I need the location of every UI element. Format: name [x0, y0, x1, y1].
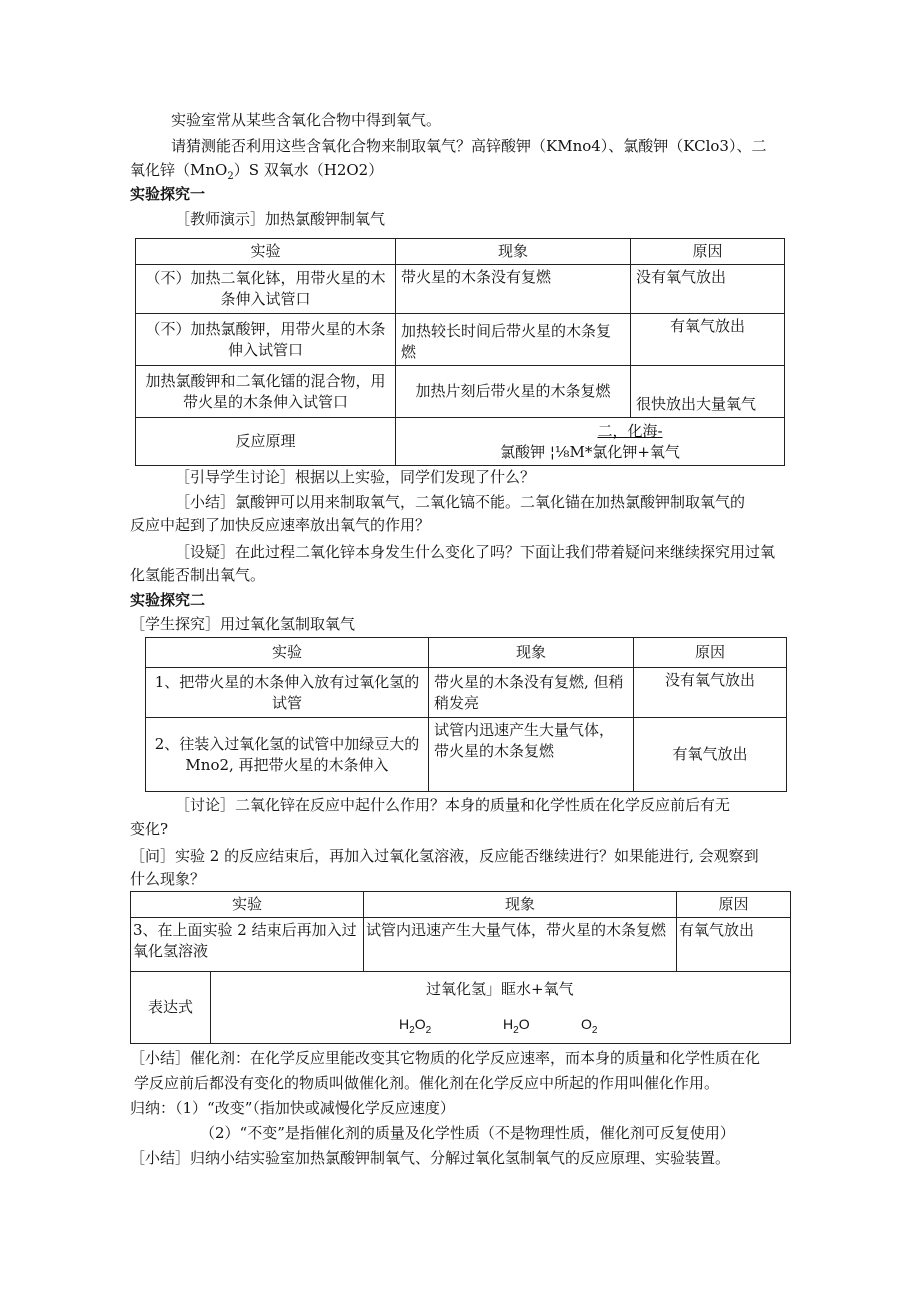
ask-line-1: ［问］实验 2 的反应结束后，再加入过氧化氢溶液，反应能否继续进行？如果能进行, 会观察到: [130, 847, 759, 865]
doubt-line-1: ［设疑］在此过程二氧化锌本身发生什么变化了吗？下面让我们带着疑问来继续探究用过氧: [175, 543, 776, 561]
exp2-row2-phen: 试管内迅速产生大量气体，带火星的木条复燃: [429, 718, 634, 792]
exp1-row3-exp: 加热氯酸钾和二氧化镭的混合物，用带火星的木条伸入试管口: [136, 366, 396, 418]
exp1-row3-reason: 很快放出大量氧气: [631, 366, 785, 418]
intro-line-2: 请猜测能否利用这些含氧化合物来制取氧气？高锌酸钾（KMno4）、氯酸钾（KClo3）、二: [171, 137, 767, 155]
exp3-row-exp: 3、在上面实验 2 结束后再加入过氧化氢溶液: [131, 918, 364, 972]
exp1-row2-reason: 有氧气放出: [631, 314, 785, 366]
ask-line-2: 什么现象？: [130, 870, 206, 888]
exp1-row1-reason: 没有氧气放出: [631, 265, 785, 314]
discuss-line-2: 变化?: [130, 820, 169, 838]
discuss-line-1: ［讨论］二氧化锌在反应中起什么作用？本身的质量和化学性质在化学反应前后有无: [175, 796, 731, 814]
exp1-principle-cell: [396, 418, 785, 466]
exp2-row1-phen: 带火星的木条没有复燃, 但稍稍发亮: [429, 668, 634, 718]
exp2-table: [145, 637, 787, 792]
exp1-row1-phen: 带火星的木条没有复燃: [396, 265, 631, 314]
exp3-row-phen: 试管内迅速产生大量气体，带火星的木条复燃: [364, 918, 677, 972]
exp3-expr-eq: 过氧化氢」眶水+氧气: [426, 980, 574, 998]
exp1-table: [135, 238, 785, 466]
exp2-header-phenomenon: 现象: [429, 638, 634, 668]
exp3-header-phenomenon: 现象: [364, 892, 677, 918]
exp1-row2-phen: 加热较长时间后带火星的木条复燃: [396, 314, 631, 366]
induce-line-1: 归纳：（1）“改变”（指加快或减慢化学反应速度）: [130, 1099, 455, 1117]
exp2-header-reason: 原因: [634, 638, 787, 668]
exp1-header-phenomenon: 现象: [396, 239, 631, 265]
catalyst-summary-line-2: 学反应前后都没有变化的物质叫做催化剂。催化剂在化学反应中所起的作用叫催化作用。: [134, 1074, 720, 1092]
exp2-header-experiment: 实验: [146, 638, 429, 668]
exp2-student: ［学生探究］用过氧化氢制取氧气: [130, 615, 356, 633]
induce-line-2: （2）“不变”是指催化剂的质量及化学性质（不是物理性质，催化剂可反复使用）: [200, 1124, 735, 1142]
exp3-expr-label: 表达式: [131, 972, 211, 1044]
exp1-row2-exp: （不）加热氯酸钾，用带火星的木条伸入试管口: [136, 314, 396, 366]
exp2-row1-exp: 1、把带火星的木条伸入放有过氧化氢的试管: [146, 668, 429, 718]
exp3-row-reason: 有氧气放出: [677, 918, 791, 972]
exp2-row2-reason: 有氧气放出: [634, 718, 787, 792]
exp1-row3-phen: 加热片刻后带火星的木条复燃: [396, 366, 631, 418]
exp1-header-experiment: 实验: [136, 239, 396, 265]
doubt-line-2: 化氢能否制出氧气。: [130, 566, 266, 584]
exp1-row1-exp: （不）加热二氧化钵，用带火星的木条伸入试管口: [136, 265, 396, 314]
exp3-header-reason: 原因: [677, 892, 791, 918]
summary1-line-2: 反应中起到了加快反应速率放出氧气的作用？: [130, 516, 431, 534]
exp3-expr-cell: [211, 972, 791, 1044]
formula-h2o2: $H_2O_2$: [399, 1016, 432, 1036]
exp3-header-experiment: 实验: [131, 892, 364, 918]
exp2-row2-exp: 2、往装入过氧化氢的试管中加绿豆大的 Mno2, 再把带火星的木条伸入: [146, 718, 429, 792]
exp3-table: [130, 891, 791, 1044]
intro-line-3: 氧化锌（MnO$_2$）S 双氧水（H2O2）: [130, 161, 384, 182]
exp1-principle-label: 反应原理: [136, 418, 396, 466]
exp1-principle-eq: 氯酸钾 ¦⅛M*氯化钾+氧气: [500, 442, 680, 461]
exp2-row1-reason: 没有氧气放出: [634, 668, 787, 718]
formula-h2o: $H_2O$: [503, 1016, 530, 1036]
formula-o2: $O_2$: [581, 1016, 598, 1036]
exp1-header-reason: 原因: [631, 239, 785, 265]
guide-discussion: ［引导学生讨论］根据以上实验，同学们发现了什么？: [175, 468, 536, 486]
exp1-heading: 实验探究一: [130, 185, 206, 203]
intro-line-1: 实验室常从某些含氧化合物中得到氧气。: [171, 111, 442, 129]
summary1-line-1: ［小结］氯酸钾可以用来制取氧气，二氧化镐不能。二氧化锚在加热氯酸钾制取氧气的: [175, 493, 746, 511]
exp1-demo: ［教师演示］加热氯酸钾制氧气: [175, 210, 386, 228]
exp2-heading: 实验探究二: [130, 591, 206, 609]
catalyst-summary-line-1: ［小结］催化剂：在化学反应里能改变其它物质的化学反应速率，而本身的质量和化学性质在化: [130, 1049, 761, 1067]
exp1-principle-top: 二，化海-: [597, 421, 663, 440]
final-summary: ［小结］归纳小结实验室加热氯酸钾制氧气、分解过氧化氢制氧气的反应原理、实验装置。: [130, 1149, 731, 1167]
